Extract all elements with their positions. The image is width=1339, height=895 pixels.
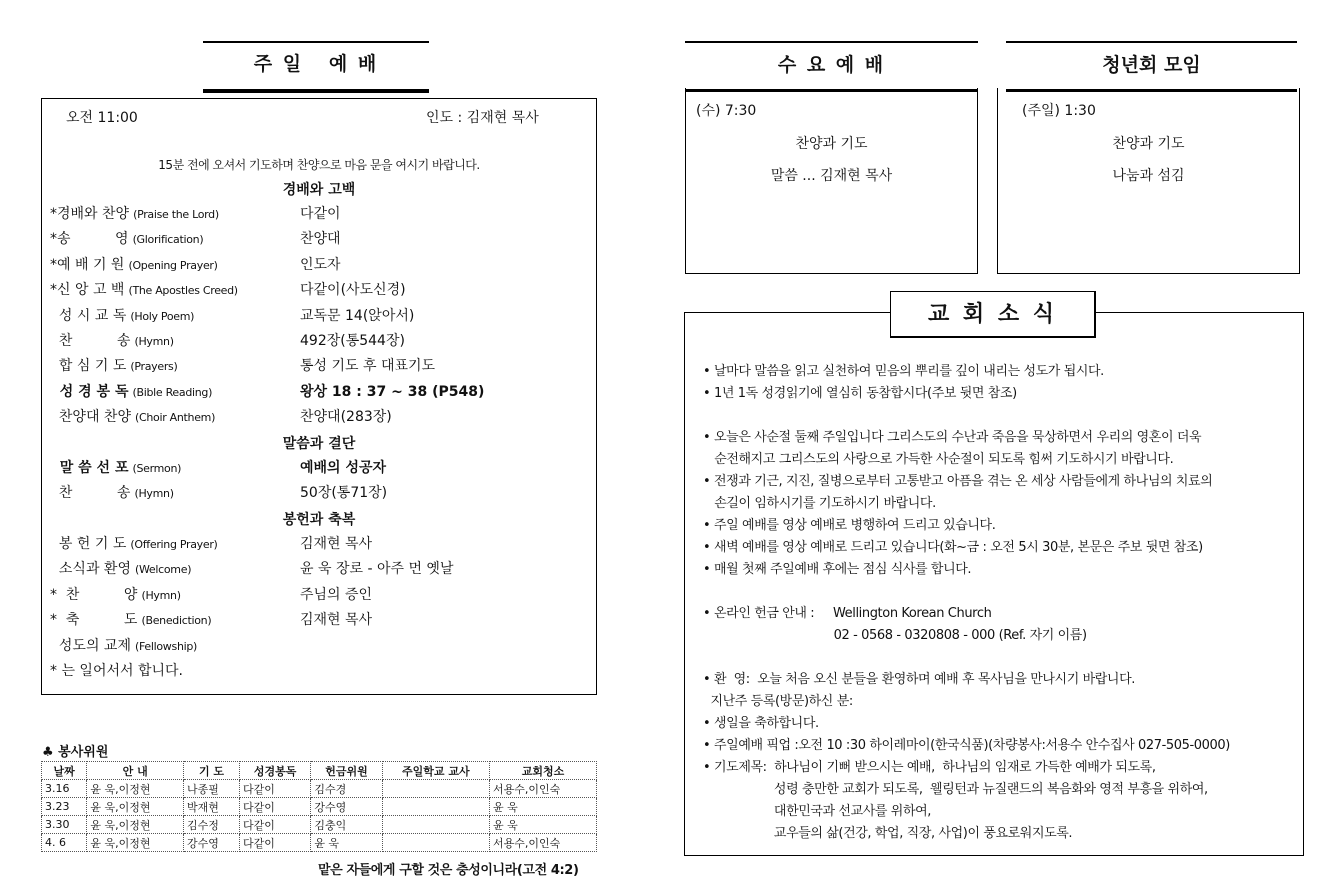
order-item [50,635,197,657]
order-item-english: (Glorification) [132,233,204,247]
news-item: • 전쟁과 기근, 지진, 질병으로부터 고통받고 아픔을 겪는 온 세상 사람들에게 하나님의 치료의 [703,474,1213,489]
order-item [50,355,436,377]
table-cell: 윤 욱,이정현 [87,834,184,852]
service-time: 오전 11:00 [66,110,138,126]
order-item-name: 성 시 교 독 [50,307,127,324]
news-item: 교우들의 삶(건강, 학업, 직장, 사업)이 풍요로워지도록. [703,826,1073,841]
order-item-name: 찬양대 찬양 [50,409,131,426]
service-notice: 15분 전에 오셔서 기도하며 찬양으로 마음 문을 여시기 바랍니다. [158,158,480,172]
order-item-value: 김재현 목사 [300,536,373,552]
table-cell: 다같이 [240,780,311,798]
table-cell [382,780,489,798]
order-item [50,457,387,479]
table-cell: 강수영 [184,834,240,852]
news-item: • 오늘은 사순절 둘째 주일입니다 그리스도의 수난과 죽음을 묵상하면서 우리의 영혼이 더욱 [703,430,1202,445]
news-title: 교 회 소 식 [890,291,1096,338]
news-item: • 매월 첫째 주일예배 후에는 점심 식사를 합니다. [703,562,972,577]
youth-line2: 나눔과 섬김 [1112,168,1185,184]
news-item: • 날마다 말씀을 읽고 실천하여 믿음의 뿌리를 깊이 내리는 성도가 됩시다. [703,364,1104,379]
table-cell [382,798,489,816]
table-cell: 윤 욱,이정현 [87,780,184,798]
news-item: 순전해지고 그리스도의 사랑으로 가득한 사순절이 되도록 힘써 기도하시기 바랍니다. [703,452,1174,467]
table-cell [382,816,489,834]
table-cell: 윤 욱,이정현 [87,798,184,816]
order-item [50,203,341,225]
order-item [50,305,415,327]
order-item-name: *경배와 찬양 [50,206,130,222]
order-item-name: *예 배 기 원 [50,256,125,273]
news-item: • 환 영: 오늘 처음 오신 분들을 환영하며 예배 후 목사님을 만나시기 바랍니다. [703,672,1135,687]
order-item-english: (Opening Prayer) [128,258,218,272]
order-item-english: (Welcome) [134,563,192,577]
order-item [50,482,388,504]
order-item-english: (Fellowship) [134,639,198,653]
order-item-value: 교독문 14(앉아서) [300,307,415,324]
volunteers-title: ♣ 봉사위원 [42,745,109,760]
order-item-value: 김재현 목사 [300,612,373,629]
order-item-name: 합 심 기 도 [50,358,127,375]
youth-box [997,88,1300,274]
order-item-english: (Holy Poem) [130,309,195,323]
order-item-value: 주님의 증인 [300,586,373,603]
youth-line1: 찬양과 기도 [1112,136,1185,152]
order-item-name: 소식과 환영 [50,561,131,578]
section-heading-3: 봉헌과 축복 [282,512,356,528]
table-cell: 윤 욱 [490,816,597,834]
table-cell: 4. 6 [42,834,87,852]
news-item: 02 - 0568 - 0320808 - 000 (Ref. 자기 이름) [703,628,1087,643]
order-item-name: 성 경 봉 독 [50,383,129,400]
order-item [50,584,373,606]
youth-title: 청년회 모임 [1006,41,1297,92]
news-box [684,312,1304,856]
volunteers-header: 기 도 [184,762,240,780]
table-cell: 김수경 [311,780,382,798]
order-item [50,558,454,580]
volunteers-header: 헌금위원 [311,762,382,780]
order-item [50,533,373,555]
table-cell: 윤 욱,이정현 [87,816,184,834]
wednesday-title: 수 요 예 배 [685,41,978,92]
table-row [42,780,597,798]
order-item [50,406,392,428]
table-cell: 김충익 [311,816,382,834]
volunteers-header: 주일학교 교사 [382,762,489,780]
order-item [50,381,485,403]
order-item-english: (Choir Anthem) [134,411,216,425]
order-item-name: 봉 헌 기 도 [50,536,127,552]
order-item [50,330,405,352]
order-item-name: 말 씀 선 포 [50,460,129,476]
order-item-name: * 축 도 [50,612,138,629]
order-item [50,228,341,250]
news-item: • 생일을 축하합니다. [703,716,819,731]
table-cell: 3.23 [42,798,87,816]
order-item-name: * 찬 양 [50,586,138,603]
table-row [42,816,597,834]
sunday-service-box [41,98,597,695]
order-item-name: *송 영 [50,231,129,248]
wednesday-box [685,88,978,274]
table-cell: 다같이 [240,834,311,852]
order-item [50,609,373,631]
volunteers-verse: 맡은 자들에게 구할 것은 충성이니라(고전 4:2) [318,863,579,878]
news-item: • 새벽 예배를 영상 예배로 드리고 있습니다(화~금 : 오전 5시 30분, 본문은 주보 뒷면 참조) [703,540,1203,555]
table-cell: 서용수,이인숙 [490,780,597,798]
table-cell: 윤 욱 [490,798,597,816]
table-cell: 3.16 [42,780,87,798]
order-item-value: 50장(통71장) [300,485,388,502]
order-item-english: (Benediction) [141,614,212,628]
section-heading-2: 말씀과 결단 [282,436,356,452]
news-item: 지난주 등록(방문)하신 분: [703,694,853,709]
table-cell: 다같이 [240,816,311,834]
table-cell: 강수영 [311,798,382,816]
order-item-english: (Hymn) [134,335,174,348]
section-heading-1: 경배와 고백 [282,182,356,198]
news-item: • 주일 예배를 영상 예배로 병행하여 드리고 있습니다. [703,518,996,533]
order-item-value: 찬양대 [300,231,341,248]
volunteers-header: 날짜 [42,762,87,780]
table-cell [382,834,489,852]
order-item-english: (The Apostles Creed) [128,284,238,298]
sunday-service-title: 주 일 예 배 [203,41,429,93]
order-item-english: (Praise the Lord) [133,208,219,221]
volunteers-table [41,761,597,852]
wednesday-line1: 찬양과 기도 [795,136,868,152]
wednesday-line2: 말씀 ... 김재현 목사 [770,168,893,184]
service-leader: 인도 : 김재현 목사 [426,110,539,126]
news-item: 대한민국과 선교사를 위하여, [703,804,932,819]
volunteers-header: 안 내 [87,762,184,780]
news-item: • 주일예배 픽업 :오전 10 :30 하이레마이(한국식품)(차량봉사:서용수 안수집사 027-505-0000) [703,738,1230,753]
order-item-value: 492장(통544장) [300,333,405,349]
order-item-name: 찬 송 [50,333,131,349]
order-item-english: (Offering Prayer) [130,538,218,551]
order-item [50,254,341,276]
news-item: • 온라인 헌금 안내 : Wellington Korean Church [703,606,992,621]
table-row [42,798,597,816]
order-item-value: 통성 기도 후 대표기도 [300,358,436,375]
order-item-name: 성도의 교제 [50,637,131,654]
table-cell: 3.30 [42,816,87,834]
news-item: • 1년 1독 성경읽기에 열심히 동참합시다(주보 뒷면 참조) [703,386,1017,401]
order-item-value: 다같이 [300,206,341,222]
table-cell: 박재현 [184,798,240,816]
table-cell: 다같이 [240,798,311,816]
order-item-english: (Prayers) [130,360,178,374]
volunteers-header: 성경봉독 [240,762,311,780]
order-item-value: 인도자 [300,256,341,273]
order-item-value: 찬양대(283장) [300,409,392,426]
order-item-name: 찬 송 [50,485,131,502]
volunteers-header: 교회청소 [490,762,597,780]
order-item-english: (Hymn) [134,487,174,501]
order-item-english: (Bible Reading) [132,385,213,399]
table-cell: 윤 욱 [311,834,382,852]
order-item-english: (Hymn) [141,588,181,602]
order-item-name: *신 앙 고 백 [50,282,125,299]
news-item: • 기도제목: 하나님이 기뻐 받으시는 예배, 하나님의 임재로 가득한 예배가 되도록, [703,760,1156,775]
order-item-value: 예배의 성공자 [300,460,387,476]
order-item-value: 왕상 18 : 37 ~ 38 (P548) [300,383,485,400]
table-row [42,834,597,852]
youth-time: (주일) 1:30 [1022,103,1096,119]
wednesday-time: (수) 7:30 [696,103,757,119]
order-item-value: 다같이(사도신경) [300,282,406,299]
order-item-value: 윤 욱 장로 - 아주 먼 옛날 [300,561,454,578]
news-item: 손길이 임하시기를 기도하시기 바랍니다. [703,496,936,511]
table-cell: 김수정 [184,816,240,834]
news-item: 성령 충만한 교회가 되도록, 웰링턴과 뉴질랜드의 복음화와 영적 부흥을 위하여, [703,782,1208,797]
standing-footnote: * 는 일어서서 합니다. [50,663,183,679]
order-item [50,279,406,301]
order-item-english: (Sermon) [132,462,182,475]
table-cell: 서용수,이인숙 [490,834,597,852]
table-cell: 나종필 [184,780,240,798]
